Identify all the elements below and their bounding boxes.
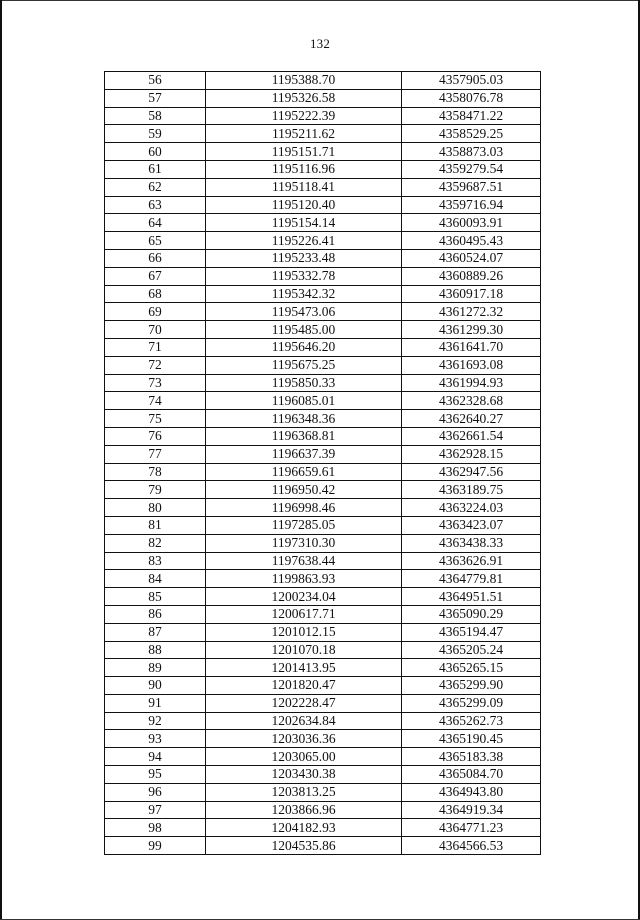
x-coordinate-cell: 1195342.32 bbox=[206, 285, 402, 303]
y-coordinate-cell: 4365265.15 bbox=[402, 659, 541, 677]
point-number-cell: 91 bbox=[105, 694, 206, 712]
y-coordinate-cell: 4358873.03 bbox=[402, 143, 541, 161]
x-coordinate-cell: 1196659.61 bbox=[206, 463, 402, 481]
table-row bbox=[105, 801, 541, 819]
x-coordinate-cell: 1199863.93 bbox=[206, 570, 402, 588]
table-row bbox=[105, 766, 541, 784]
y-coordinate-cell: 4365194.47 bbox=[402, 623, 541, 641]
x-coordinate-cell: 1196950.42 bbox=[206, 481, 402, 499]
table-row bbox=[105, 837, 541, 855]
point-number-cell: 64 bbox=[105, 214, 206, 232]
table-row bbox=[105, 552, 541, 570]
y-coordinate-cell: 4363423.07 bbox=[402, 516, 541, 534]
y-coordinate-cell: 4365299.90 bbox=[402, 677, 541, 695]
y-coordinate-cell: 4361693.08 bbox=[402, 356, 541, 374]
y-coordinate-cell: 4360524.07 bbox=[402, 249, 541, 267]
point-number-cell: 59 bbox=[105, 125, 206, 143]
point-number-cell: 85 bbox=[105, 588, 206, 606]
x-coordinate-cell: 1195116.96 bbox=[206, 160, 402, 178]
x-coordinate-cell: 1203065.00 bbox=[206, 748, 402, 766]
table-row bbox=[105, 783, 541, 801]
table-row bbox=[105, 107, 541, 125]
y-coordinate-cell: 4358076.78 bbox=[402, 89, 541, 107]
x-coordinate-cell: 1197310.30 bbox=[206, 534, 402, 552]
x-coordinate-cell: 1196998.46 bbox=[206, 499, 402, 517]
x-coordinate-cell: 1196085.01 bbox=[206, 392, 402, 410]
x-coordinate-cell: 1195850.33 bbox=[206, 374, 402, 392]
table-row bbox=[105, 499, 541, 517]
point-number-cell: 57 bbox=[105, 89, 206, 107]
table-row bbox=[105, 410, 541, 428]
table-row bbox=[105, 356, 541, 374]
x-coordinate-cell: 1201413.95 bbox=[206, 659, 402, 677]
table-row bbox=[105, 125, 541, 143]
table-row bbox=[105, 427, 541, 445]
table-row bbox=[105, 160, 541, 178]
coordinates-table-body bbox=[105, 72, 541, 855]
x-coordinate-cell: 1202228.47 bbox=[206, 694, 402, 712]
y-coordinate-cell: 4365190.45 bbox=[402, 730, 541, 748]
page-number: 132 bbox=[309, 36, 331, 51]
point-number-cell: 63 bbox=[105, 196, 206, 214]
point-number-cell: 96 bbox=[105, 783, 206, 801]
table-row bbox=[105, 659, 541, 677]
x-coordinate-cell: 1202634.84 bbox=[206, 712, 402, 730]
y-coordinate-cell: 4362640.27 bbox=[402, 410, 541, 428]
table-row bbox=[105, 321, 541, 339]
table-row bbox=[105, 374, 541, 392]
point-number-cell: 73 bbox=[105, 374, 206, 392]
table-row bbox=[105, 338, 541, 356]
x-coordinate-cell: 1201070.18 bbox=[206, 641, 402, 659]
point-number-cell: 83 bbox=[105, 552, 206, 570]
y-coordinate-cell: 4365084.70 bbox=[402, 766, 541, 784]
y-coordinate-cell: 4363438.33 bbox=[402, 534, 541, 552]
x-coordinate-cell: 1197285.05 bbox=[206, 516, 402, 534]
y-coordinate-cell: 4360917.18 bbox=[402, 285, 541, 303]
x-coordinate-cell: 1196637.39 bbox=[206, 445, 402, 463]
y-coordinate-cell: 4364919.34 bbox=[402, 801, 541, 819]
x-coordinate-cell: 1203430.38 bbox=[206, 766, 402, 784]
x-coordinate-cell: 1195332.78 bbox=[206, 267, 402, 285]
x-coordinate-cell: 1195120.40 bbox=[206, 196, 402, 214]
y-coordinate-cell: 4362947.56 bbox=[402, 463, 541, 481]
table-row bbox=[105, 143, 541, 161]
point-number-cell: 90 bbox=[105, 677, 206, 695]
y-coordinate-cell: 4363189.75 bbox=[402, 481, 541, 499]
point-number-cell: 66 bbox=[105, 249, 206, 267]
point-number-cell: 76 bbox=[105, 427, 206, 445]
table-row bbox=[105, 249, 541, 267]
x-coordinate-cell: 1201820.47 bbox=[206, 677, 402, 695]
table-row bbox=[105, 72, 541, 90]
point-number-cell: 77 bbox=[105, 445, 206, 463]
y-coordinate-cell: 4361299.30 bbox=[402, 321, 541, 339]
table-row bbox=[105, 730, 541, 748]
table-row bbox=[105, 89, 541, 107]
table-row bbox=[105, 481, 541, 499]
point-number-cell: 94 bbox=[105, 748, 206, 766]
table-row bbox=[105, 623, 541, 641]
y-coordinate-cell: 4361641.70 bbox=[402, 338, 541, 356]
point-number-cell: 82 bbox=[105, 534, 206, 552]
table-row bbox=[105, 712, 541, 730]
x-coordinate-cell: 1195326.58 bbox=[206, 89, 402, 107]
point-number-cell: 86 bbox=[105, 605, 206, 623]
y-coordinate-cell: 4365299.09 bbox=[402, 694, 541, 712]
point-number-cell: 93 bbox=[105, 730, 206, 748]
y-coordinate-cell: 4361272.32 bbox=[402, 303, 541, 321]
x-coordinate-cell: 1201012.15 bbox=[206, 623, 402, 641]
table-row bbox=[105, 214, 541, 232]
x-coordinate-cell: 1195222.39 bbox=[206, 107, 402, 125]
y-coordinate-cell: 4361994.93 bbox=[402, 374, 541, 392]
point-number-cell: 98 bbox=[105, 819, 206, 837]
point-number-cell: 65 bbox=[105, 232, 206, 250]
y-coordinate-cell: 4364566.53 bbox=[402, 837, 541, 855]
point-number-cell: 88 bbox=[105, 641, 206, 659]
page-edge-top bbox=[0, 0, 640, 1]
table-row bbox=[105, 588, 541, 606]
y-coordinate-cell: 4365090.29 bbox=[402, 605, 541, 623]
page-edge-left bbox=[0, 0, 2, 920]
table-row bbox=[105, 445, 541, 463]
table-row bbox=[105, 178, 541, 196]
y-coordinate-cell: 4362661.54 bbox=[402, 427, 541, 445]
y-coordinate-cell: 4363224.03 bbox=[402, 499, 541, 517]
y-coordinate-cell: 4364771.23 bbox=[402, 819, 541, 837]
table-row bbox=[105, 819, 541, 837]
x-coordinate-cell: 1195675.25 bbox=[206, 356, 402, 374]
point-number-cell: 68 bbox=[105, 285, 206, 303]
x-coordinate-cell: 1195233.48 bbox=[206, 249, 402, 267]
x-coordinate-cell: 1195118.41 bbox=[206, 178, 402, 196]
x-coordinate-cell: 1204535.86 bbox=[206, 837, 402, 855]
point-number-cell: 60 bbox=[105, 143, 206, 161]
x-coordinate-cell: 1195646.20 bbox=[206, 338, 402, 356]
point-number-cell: 62 bbox=[105, 178, 206, 196]
point-number-cell: 79 bbox=[105, 481, 206, 499]
y-coordinate-cell: 4359716.94 bbox=[402, 196, 541, 214]
y-coordinate-cell: 4363626.91 bbox=[402, 552, 541, 570]
point-number-cell: 78 bbox=[105, 463, 206, 481]
point-number-cell: 99 bbox=[105, 837, 206, 855]
y-coordinate-cell: 4360889.26 bbox=[402, 267, 541, 285]
table-row bbox=[105, 232, 541, 250]
point-number-cell: 58 bbox=[105, 107, 206, 125]
point-number-cell: 61 bbox=[105, 160, 206, 178]
table-row bbox=[105, 463, 541, 481]
table-row bbox=[105, 694, 541, 712]
y-coordinate-cell: 4364951.51 bbox=[402, 588, 541, 606]
point-number-cell: 69 bbox=[105, 303, 206, 321]
table-row bbox=[105, 303, 541, 321]
table-row bbox=[105, 534, 541, 552]
point-number-cell: 87 bbox=[105, 623, 206, 641]
y-coordinate-cell: 4362328.68 bbox=[402, 392, 541, 410]
table-row bbox=[105, 748, 541, 766]
table-row bbox=[105, 285, 541, 303]
point-number-cell: 74 bbox=[105, 392, 206, 410]
x-coordinate-cell: 1197638.44 bbox=[206, 552, 402, 570]
x-coordinate-cell: 1203813.25 bbox=[206, 783, 402, 801]
x-coordinate-cell: 1200234.04 bbox=[206, 588, 402, 606]
point-number-cell: 84 bbox=[105, 570, 206, 588]
x-coordinate-cell: 1196348.36 bbox=[206, 410, 402, 428]
x-coordinate-cell: 1195211.62 bbox=[206, 125, 402, 143]
x-coordinate-cell: 1195388.70 bbox=[206, 72, 402, 90]
table-row bbox=[105, 516, 541, 534]
table-row bbox=[105, 641, 541, 659]
y-coordinate-cell: 4358471.22 bbox=[402, 107, 541, 125]
point-number-cell: 70 bbox=[105, 321, 206, 339]
table-row bbox=[105, 392, 541, 410]
table-row bbox=[105, 570, 541, 588]
y-coordinate-cell: 4358529.25 bbox=[402, 125, 541, 143]
table-row bbox=[105, 196, 541, 214]
point-number-cell: 56 bbox=[105, 72, 206, 90]
x-coordinate-cell: 1200617.71 bbox=[206, 605, 402, 623]
x-coordinate-cell: 1195485.00 bbox=[206, 321, 402, 339]
point-number-cell: 97 bbox=[105, 801, 206, 819]
y-coordinate-cell: 4365205.24 bbox=[402, 641, 541, 659]
x-coordinate-cell: 1196368.81 bbox=[206, 427, 402, 445]
x-coordinate-cell: 1195151.71 bbox=[206, 143, 402, 161]
y-coordinate-cell: 4365183.38 bbox=[402, 748, 541, 766]
y-coordinate-cell: 4359687.51 bbox=[402, 178, 541, 196]
point-number-cell: 75 bbox=[105, 410, 206, 428]
x-coordinate-cell: 1195154.14 bbox=[206, 214, 402, 232]
table-row bbox=[105, 267, 541, 285]
point-number-cell: 67 bbox=[105, 267, 206, 285]
point-number-cell: 72 bbox=[105, 356, 206, 374]
y-coordinate-cell: 4359279.54 bbox=[402, 160, 541, 178]
x-coordinate-cell: 1203866.96 bbox=[206, 801, 402, 819]
x-coordinate-cell: 1204182.93 bbox=[206, 819, 402, 837]
y-coordinate-cell: 4364779.81 bbox=[402, 570, 541, 588]
y-coordinate-cell: 4365262.73 bbox=[402, 712, 541, 730]
y-coordinate-cell: 4364943.80 bbox=[402, 783, 541, 801]
y-coordinate-cell: 4360093.91 bbox=[402, 214, 541, 232]
x-coordinate-cell: 1195226.41 bbox=[206, 232, 402, 250]
point-number-cell: 92 bbox=[105, 712, 206, 730]
point-number-cell: 81 bbox=[105, 516, 206, 534]
y-coordinate-cell: 4360495.43 bbox=[402, 232, 541, 250]
y-coordinate-cell: 4357905.03 bbox=[402, 72, 541, 90]
table-row bbox=[105, 605, 541, 623]
x-coordinate-cell: 1203036.36 bbox=[206, 730, 402, 748]
y-coordinate-cell: 4362928.15 bbox=[402, 445, 541, 463]
point-number-cell: 80 bbox=[105, 499, 206, 517]
table-row bbox=[105, 677, 541, 695]
point-number-cell: 71 bbox=[105, 338, 206, 356]
x-coordinate-cell: 1195473.06 bbox=[206, 303, 402, 321]
point-number-cell: 95 bbox=[105, 766, 206, 784]
coordinates-table bbox=[104, 71, 541, 855]
point-number-cell: 89 bbox=[105, 659, 206, 677]
